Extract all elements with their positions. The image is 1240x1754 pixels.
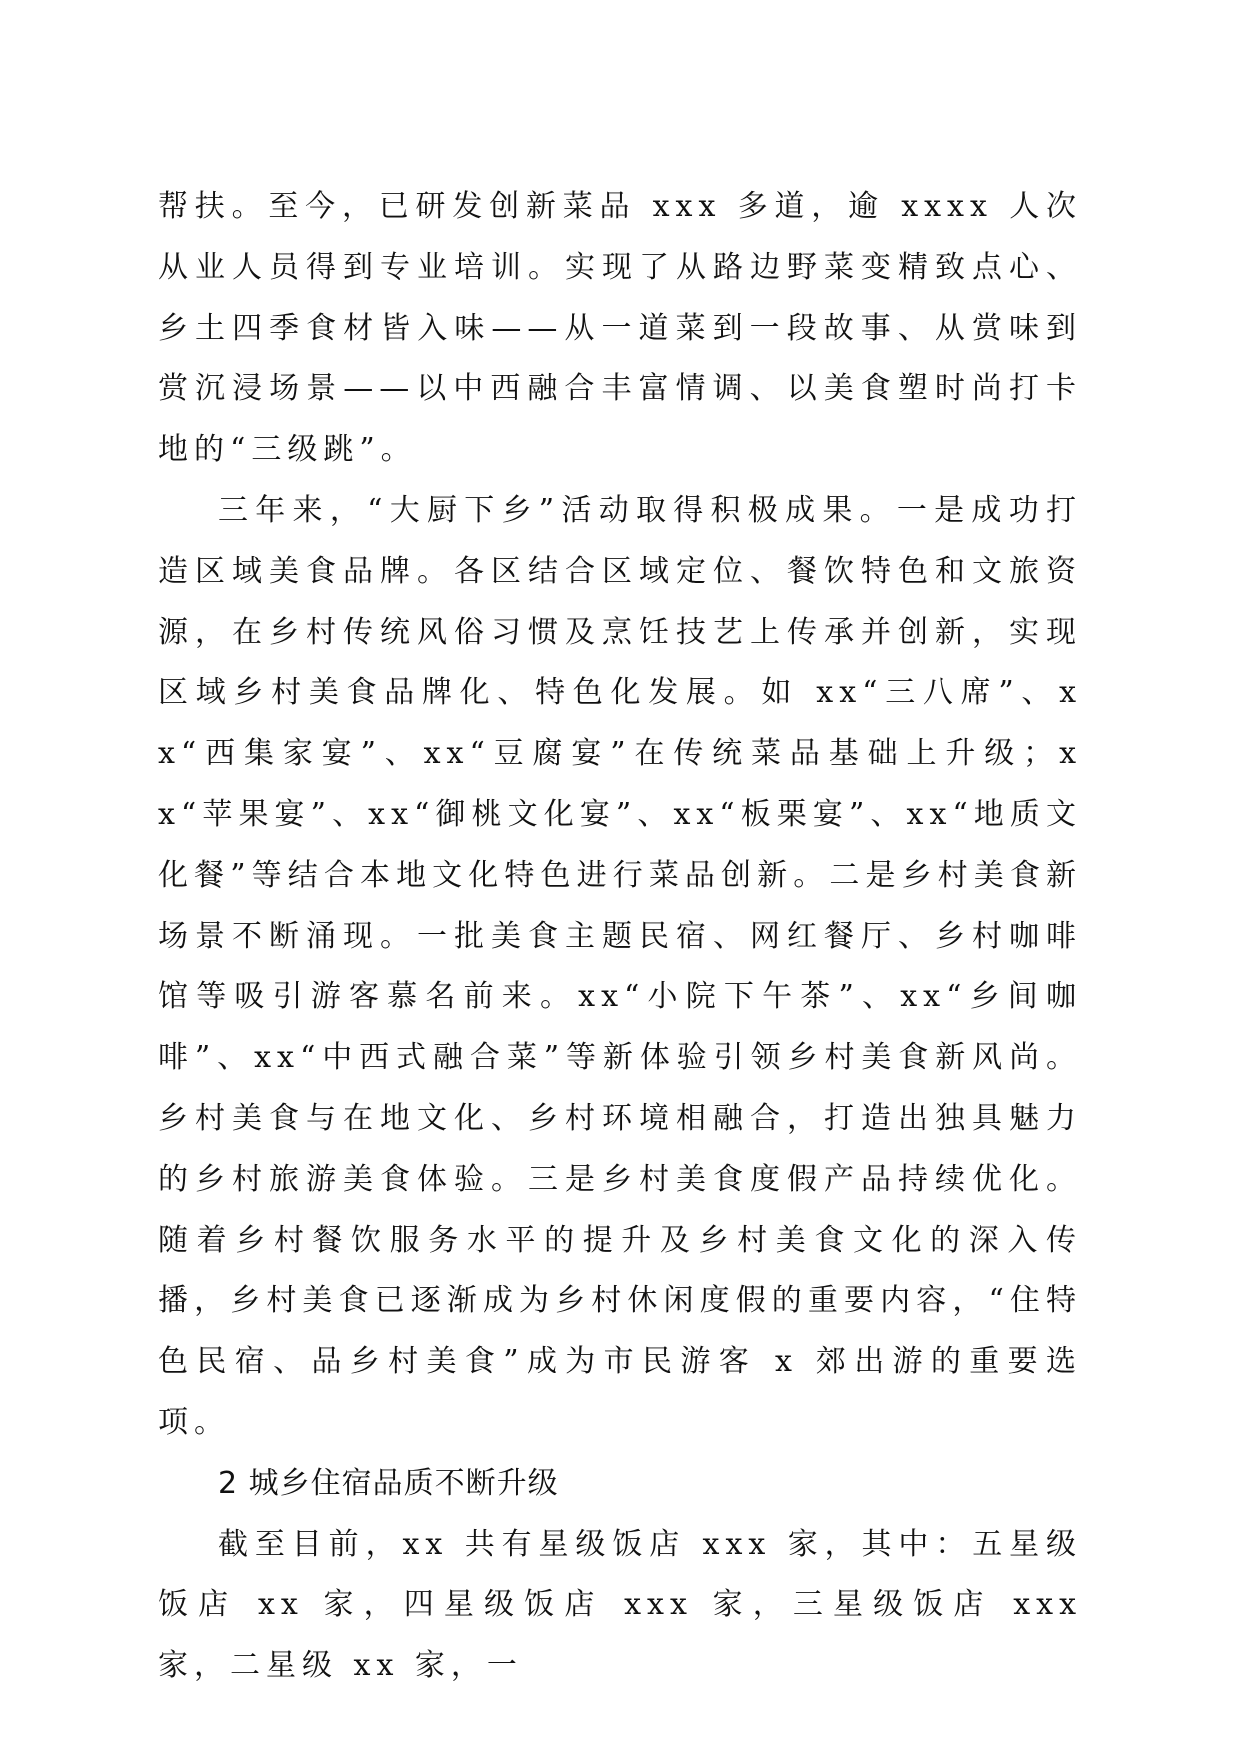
document-body [158, 177, 1082, 1697]
paragraph-hotel-statistics: 截至目前，xx 共有星级饭店 xxx 家，其中：五星级饭店 xx 家，四星级饭店 xxx 家，三星级饭店 xxx 家，二星级 xx 家，一 [158, 1526, 1082, 1684]
paragraph-achievements: 三年来，“大厨下乡”活动取得积极成果。一是成功打造区域美食品牌。各区结合区域定位、餐饮特色和文旅资源，在乡村传统风俗习惯及烹饪技艺上传承并创新，实现区域乡村美食品牌化、特色化发展。如 xx“三八席”、xx“西集家宴”、xx“豆腐宴”在传统菜品基础上升级；xx“苹果宴”、xx“御桃文化宴”、xx“板栗宴”、xx“地质文化餐”等结合本地文化特色进行菜品创新。二是乡村美食新场景不断涌现。一批美食主题民宿、网红餐厅、乡村咖啡馆等吸引游客慕名前来。xx“小院下午茶”、xx“乡间咖啡”、xx“中西式融合菜”等新体验引领乡村美食新风尚。乡村美食与在地文化、乡村环境相融合，打造出独具魅力的乡村旅游美食体验。三是乡村美食度假产品持续优化。随着乡村餐饮服务水平的提升及乡村美食文化的深入传播，乡村美食已逐渐成为乡村休闲度假的重要内容，“住特色民宿、品乡村美食”成为市民游客 x 郊出游的重要选项。 [158, 492, 1082, 1440]
section-heading: 2 城乡住宿品质不断升级 [218, 1465, 559, 1501]
paragraph-continuation: 帮扶。至今，已研发创新菜品 xxx 多道，逾 xxxx 人次从业人员得到专业培训。实现了从路边野菜变精致点心、乡土四季食材皆入味——从一道菜到一段故事、从赏味到赏沉浸场景——以中西融合丰富情调、以美食塑时尚打卡地的“三级跳”。 [158, 189, 1082, 468]
